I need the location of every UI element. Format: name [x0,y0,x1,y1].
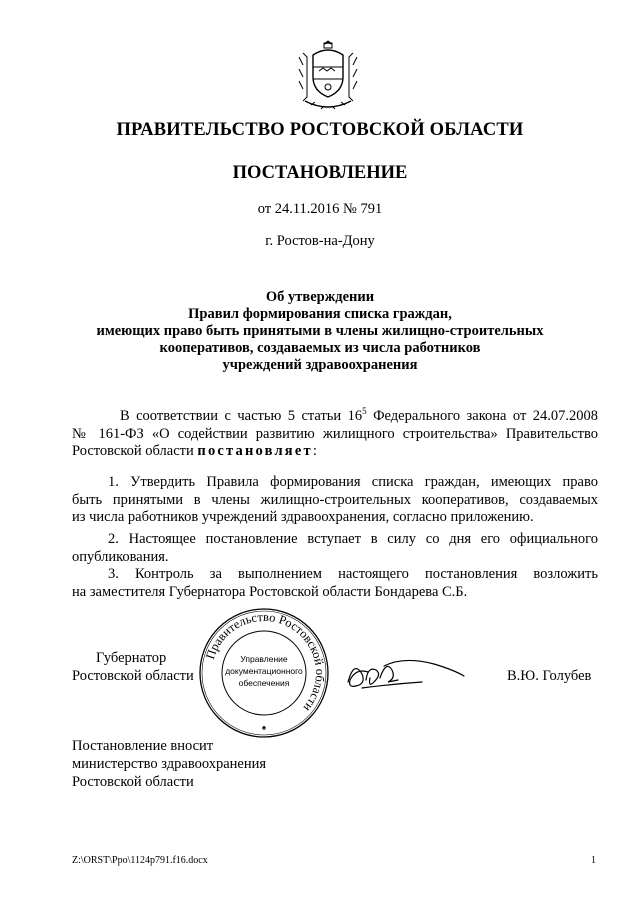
page-number: 1 [591,855,596,866]
document-type: ПОСТАНОВЛЕНИЕ [232,163,408,183]
note-line: Постановление вносит [72,738,214,754]
item-1 [72,474,598,527]
item-line: 1. Утвердить Правила формирования списка граждан, имеющих право [108,474,598,490]
file-path-footer: Z:\ORST\Ppo\1124p791.f16.docx [72,855,208,866]
note-line: министерство здравоохранения [72,756,267,772]
article-superscript: 5 [362,406,367,416]
seal-inner-line: Управление [240,654,288,664]
official-seal [197,606,331,740]
resolves-word: постановляет [197,443,313,459]
submitted-by-note [72,737,266,791]
item-line: 3. Контроль за выполнением настоящего постановления возложить [108,566,598,582]
item-3 [72,566,598,601]
preamble-text: Ростовской области [72,443,198,459]
item-2 [72,531,598,566]
title-line: Об утверждении [265,289,375,305]
preamble-line: № 161-ФЗ «О содействии развитию жилищного строительства» Правительство [72,425,598,442]
preamble-line [72,443,598,461]
document-title [0,289,640,374]
item-line: 2. Настоящее постановление вступает в силу со дня его официального [108,531,598,547]
preamble-line [72,408,598,426]
preamble-paragraph [72,408,598,461]
preamble-text: : [312,443,317,459]
title-line: имеющих право быть принятыми в члены жилищно-строительных [96,323,544,339]
city-line: г. Ростов-на-Дону [265,233,375,249]
handwritten-signature [340,652,470,702]
preamble-text: Федерального закона от 24.07.2008 [366,408,598,424]
note-line: Ростовской области [72,774,194,790]
item-line: опубликования. [72,548,169,565]
seal-inner-line: документационного [225,666,303,676]
item-line: быть принятыми в члены жилищно-строительных кооперативов, создаваемых [72,491,598,508]
signatory-position: Губернатор [96,650,167,666]
signer-name: В.Ю. Голубев [507,668,592,684]
title-line: кооперативов, создаваемых из числа работников [159,340,481,356]
item-line: на заместителя Губернатора Ростовской области Бондарева С.Б. [72,583,468,600]
seal-star-icon: ♠ [261,723,267,732]
preamble-text: В соответствии с частью 5 статьи 16 [120,408,363,424]
coat-of-arms-emblem [293,35,363,113]
item-line: из числа работников учреждений здравоохранения, согласно приложению. [72,509,534,525]
title-line: учреждений здравоохранения [222,357,418,373]
organization-name: ПРАВИТЕЛЬСТВО РОСТОВСКОЙ ОБЛАСТИ [116,120,524,140]
title-line: Правил формирования списка граждан, [188,306,452,322]
seal-inner-line: обеспечения [238,678,290,688]
date-number-line: от 24.11.2016 № 791 [257,201,383,217]
seal-ring-text: Правительство Ростовской области [203,609,328,715]
signatory-region: Ростовской области [72,668,194,684]
